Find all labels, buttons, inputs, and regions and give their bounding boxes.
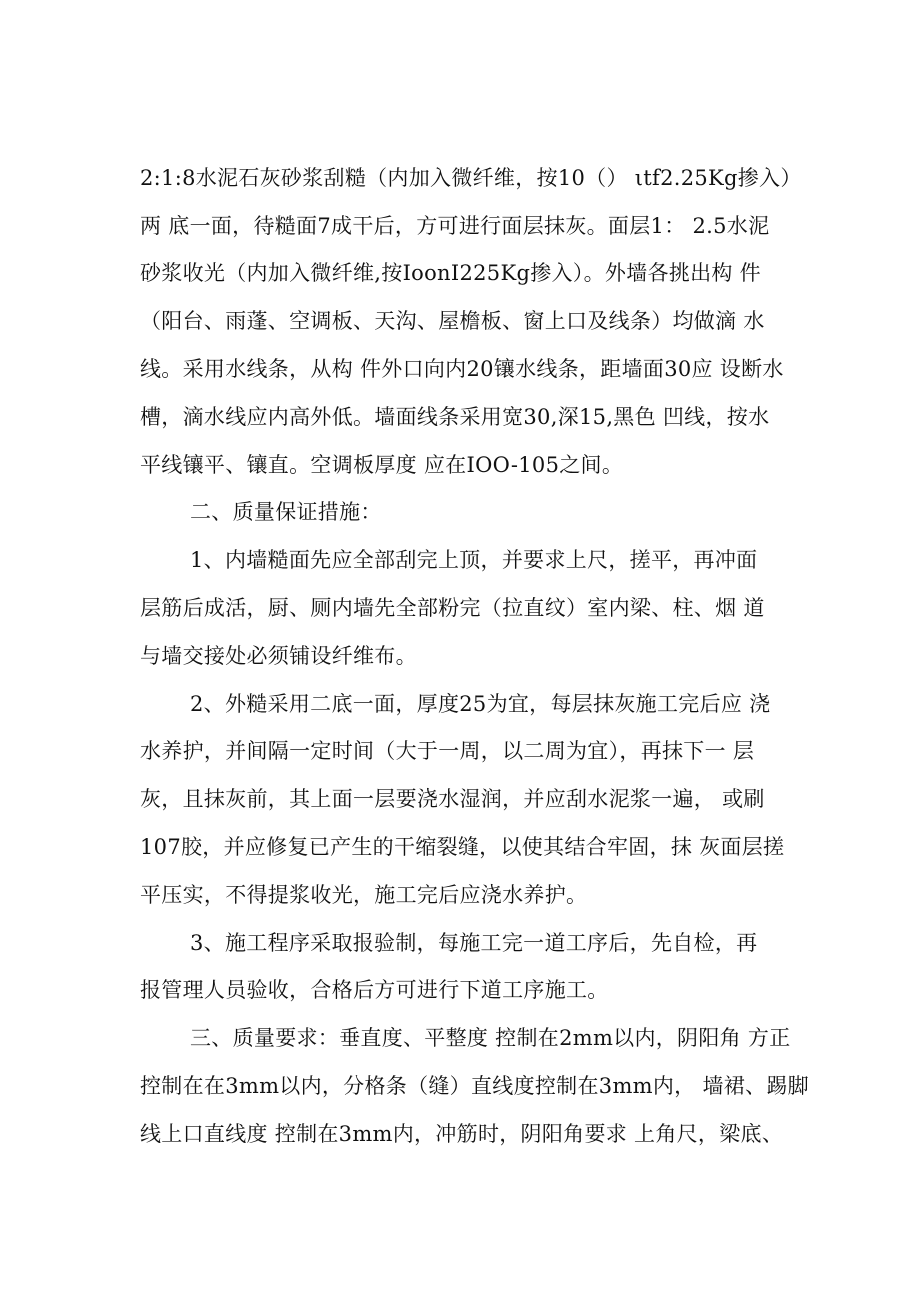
text-line: 2、外糙采用二底一面，厚度25为宜，每层抹灰施工完后应 浇: [190, 692, 771, 716]
text-line: 水养护，并间隔一定时间（大于一周，以二周为宜），再抹下一 层: [140, 739, 755, 763]
text-line: 平线镶平、镶直。空调板厚度 应在IOO-105之间。: [140, 453, 624, 477]
text-line: 槽，滴水线应内高外低。墙面线条采用宽30,深15,黑色 凹线，按水: [140, 405, 770, 429]
text-line: 107胶，并应修复已产生的干缩裂缝，以使其结合牢固，抹 灰面层搓: [140, 835, 785, 859]
text-line: 砂浆收光（内加入微纤维,按IoonI225Kg掺入）。外墙各挑出构 件: [140, 261, 761, 285]
text-line: 两 底一面，待糙面7成干后，方可进行面层抹灰。面层1： 2.5水泥: [140, 214, 770, 238]
text-line: 控制在在3mm以内，分格条（缝）直线度控制在3mm内， 墙裙、踢脚: [140, 1074, 809, 1098]
text-line: 报管理人员验收，合格后方可进行下道工序施工。: [140, 978, 609, 1002]
text-line: 灰，且抹灰前，其上面一层要浇水湿润，并应刮水泥浆一遍， 或刷: [140, 787, 765, 811]
text-line: 2:1:8水泥石灰砂浆刮糙（内加入微纤维，按10（） ιtf2.25Kg掺入）: [140, 166, 802, 190]
section-heading: 三、质量要求：垂直度、平整度 控制在2mm以内，阴阳角 方正: [190, 1026, 791, 1050]
text-line: 1、内墙糙面先应全部刮完上顶，并要求上尺，搓平，再冲面: [190, 548, 758, 572]
text-line: 层筋后成活，厨、厕内墙先全部粉完（拉直纹）室内梁、柱、烟 道: [140, 596, 765, 620]
text-line: 3、施工程序采取报验制，每施工完一道工序后，先自检，再: [190, 931, 758, 955]
text-line: 与墙交接处必须铺设纤维布。: [140, 644, 417, 668]
text-line: 线。采用水线条，从构 件外口向内20镶水线条，距墙面30应 设断水: [140, 357, 784, 381]
text-line: 平压实，不得提浆收光，施工完后应浇水养护。: [140, 883, 588, 907]
text-line: 线上口直线度 控制在3mm内，冲筋时，阴阳角要求 上角尺，梁底、: [140, 1122, 784, 1146]
section-heading: 二、质量保证措施：: [190, 500, 382, 524]
text-line: （阳台、雨蓬、空调板、天沟、屋檐板、窗上口及线条）均做滴 水: [140, 309, 765, 333]
